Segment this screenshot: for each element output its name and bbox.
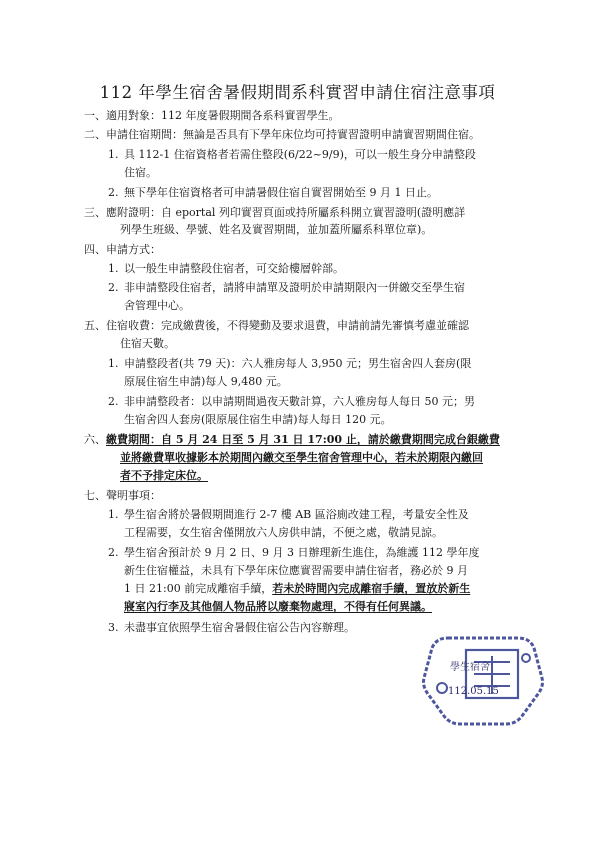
section-7-2-line-4: 寢室內行李及其他個人物品將以廢棄物處理，不得有任何異議。 [124,600,432,613]
section-6-line-1: 繳費期間：自 5 月 24 日至 5 月 31 日 17:00 止，請於繳費期間完成台銀繳費 [106,433,500,446]
section-6-prefix: 六、 [84,433,106,446]
section-5-2-line-1: 非申請整段者：以申請期間過夜天數計算，六人雅房每人每日 50 元；男 [124,395,475,408]
document-title: 112 年學生宿舍暑假期間系科實習申請住宿注意事項 [99,83,496,102]
section-2-2-number: 2. [108,186,119,199]
section-7-2-line-1: 學生宿舍預計於 9 月 2 日、9 月 3 日辦理新生進住，為維護 112 學年度 [124,546,480,559]
section-7-2-line-3 [124,581,470,597]
section-5-line-2: 住宿天數。 [120,337,175,350]
seal-graphic [418,628,548,728]
section-2-1-line-1: 具 112-1 住宿資格者若需住整段(6/22~9/9)，可以一般生身分申請整段 [124,148,476,161]
section-4-2-line-2: 舍管理中心。 [124,299,190,312]
section-7-1-number: 1. [108,508,119,521]
section-5-1-number: 1. [108,357,119,370]
section-4-2-line-1: 非申請整段住宿者，請將申請單及證明於申請期限內一併繳交至學生宿 [124,281,465,294]
section-7-1-line-1: 學生宿舍將於暑假期間進行 2-7 樓 AB 區浴廁改建工程，考量安全性及 [124,508,469,521]
section-2: 二、申請住宿期間：無論是否具有下學年床位均可持實習證明申請實習期間住宿。 [84,128,480,141]
section-7-2-number: 2. [108,546,119,559]
section-5-line-1: 五、住宿收費：完成繳費後，不得變動及要求退費，申請前請先審慎考慮並確認 [84,319,469,332]
section-6-line-2: 並將繳費單收據影本於期間內繳交至學生宿舍管理中心，若未於期限內繳回 [120,451,483,464]
seal-date-text: 112.05.15 [448,686,499,697]
section-2-1-number: 1. [108,148,119,161]
section-5-1-line-2: 原展住宿生申請)每人 9,480 元。 [124,375,288,388]
section-3-line-2: 列學生班級、學號、姓名及實習期間，並加蓋所屬系科單位章)。 [120,223,433,236]
section-5-1-line-1: 申請整段者(共 79 天)：六人雅房每人 3,950 元；男生宿舍四人套房(限 [124,357,472,370]
section-7-2-line-2: 新生住宿權益，未具有下學年床位應實習需要申請住宿者，務必於 9 月 [124,564,468,577]
section-7-1-line-2: 工程需要，女生宿舍僅開放六人房供申請，不便之處，敬請見諒。 [124,526,443,539]
section-7-3: 未盡事宜依照學生宿舍暑假住宿公告內容辦理。 [124,621,355,634]
section-3-line-1: 三、應附證明：自 eportal 列印實習頁面或持所屬系科開立實習證明(證明應詳 [84,206,466,219]
section-7-2-line-3-plain: 1 日 21:00 前完成離宿手續， [124,582,273,595]
section-4-2-number: 2. [108,281,119,294]
section-7-2-line-3-bold: 若未於時間內完成離宿手續，置放於新生 [272,582,471,595]
section-7-3-number: 3. [108,621,119,634]
section-5-2-number: 2. [108,395,119,408]
section-4: 四、申請方式： [84,243,161,256]
section-2-2: 無下學年住宿資格者可申請暑假住宿自實習開始至 9 月 1 日止。 [124,186,438,199]
section-1: 一、適用對象：112 年度暑假期間各系科實習學生。 [84,109,340,122]
section-7: 七、聲明事項： [84,489,161,502]
section-4-1-number: 1. [108,262,119,275]
section-6-line-3: 者不予排定床位。 [120,469,208,482]
official-seal-stamp [418,628,548,728]
seal-signature-text: 學生宿舍 [450,662,490,673]
section-5-2-line-2: 生宿舍四人套房(限原展住宿生申請)每人每日 120 元。 [124,413,392,426]
section-4-1: 以一般生申請整段住宿者，可交給樓層幹部。 [124,262,344,275]
section-2-1-line-2: 住宿。 [124,166,157,179]
